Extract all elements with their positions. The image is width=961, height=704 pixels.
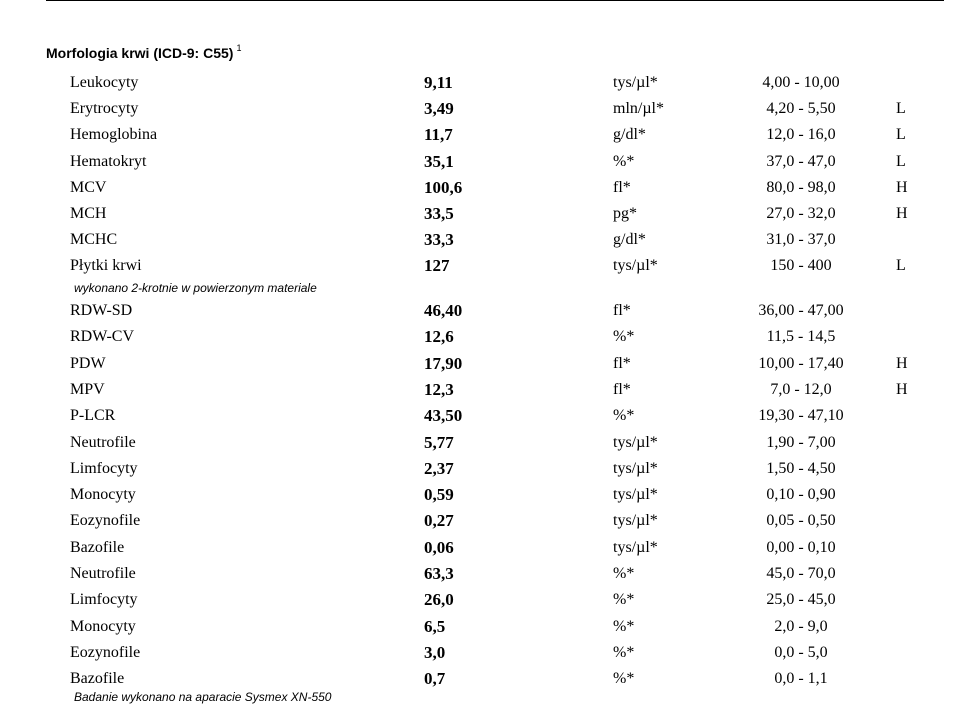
result-value: 33,5 (424, 204, 454, 223)
result-row (0, 614, 961, 640)
result-range: 0,0 - 1,1 (774, 670, 828, 688)
result-row (0, 535, 961, 561)
result-range: 80,0 - 98,0 (766, 178, 836, 196)
result-name: Eozynofile (70, 512, 141, 530)
result-row (0, 640, 961, 666)
result-name: MPV (70, 380, 105, 398)
result-row (0, 430, 961, 456)
result-unit: tys/µl* (613, 538, 658, 556)
result-name: Eozynofile (70, 643, 141, 661)
result-row (0, 403, 961, 429)
result-unit: tys/µl* (613, 74, 658, 91)
result-row (0, 298, 961, 324)
result-flag: H (896, 354, 908, 372)
result-value: 35,1 (424, 151, 454, 171)
result-name: Monocyty (70, 617, 136, 635)
result-unit: %* (613, 152, 635, 170)
result-name: Płytki krwi (70, 257, 142, 275)
result-name: RDW-CV (70, 328, 134, 346)
result-value: 43,50 (424, 406, 463, 426)
result-row (0, 587, 961, 613)
result-value: 3,49 (424, 99, 454, 119)
result-flag: L (896, 100, 906, 118)
result-range: 4,00 - 10,00 (762, 74, 840, 91)
result-value: 33,3 (424, 230, 454, 250)
result-range: 27,0 - 32,0 (766, 205, 836, 222)
result-value: 127 (424, 256, 450, 276)
result-name: Monocyty (70, 486, 136, 504)
result-flag: L (896, 257, 906, 275)
result-name: P-LCR (70, 407, 116, 425)
result-range: 37,0 - 47,0 (766, 152, 836, 170)
result-name: Neutrofile (70, 565, 136, 582)
result-name: PDW (70, 354, 106, 372)
result-range: 7,0 - 12,0 (770, 380, 832, 398)
result-row (0, 508, 961, 534)
result-unit: %* (613, 328, 635, 346)
result-row (0, 149, 961, 175)
result-flag: H (896, 205, 908, 222)
result-name: Hemoglobina (70, 126, 158, 144)
result-value: 11,7 (424, 125, 453, 145)
result-name: MCHC (70, 231, 118, 249)
result-name: Leukocyty (70, 74, 139, 91)
result-unit: tys/µl* (613, 512, 658, 530)
footnote-mark: 1 (236, 43, 242, 53)
result-unit: g/dl* (613, 231, 646, 249)
result-unit: %* (613, 670, 635, 688)
result-unit: fl* (613, 178, 631, 196)
result-unit: %* (613, 591, 635, 609)
result-row (0, 175, 961, 201)
result-value: 0,27 (424, 511, 454, 531)
section-title (46, 43, 241, 61)
result-range: 11,5 - 14,5 (766, 328, 836, 346)
result-unit: tys/µl* (613, 257, 658, 275)
result-value: 2,37 (424, 458, 454, 478)
result-name: MCV (70, 178, 107, 196)
result-row (0, 561, 961, 587)
result-row (0, 456, 961, 482)
result-range: 0,00 - 0,10 (766, 538, 836, 556)
result-row (0, 70, 961, 96)
result-range: 1,50 - 4,50 (766, 459, 836, 477)
result-row (0, 666, 961, 692)
result-value: 100,6 (424, 177, 463, 197)
result-name: Bazofile (70, 538, 125, 556)
result-range: 150 - 400 (770, 257, 832, 275)
result-unit: %* (613, 565, 635, 582)
result-row (0, 482, 961, 508)
result-range: 2,0 - 9,0 (774, 617, 828, 635)
result-value: 63,3 (424, 564, 454, 583)
result-row (0, 377, 961, 403)
result-name: Neutrofile (70, 433, 136, 451)
result-range: 19,30 - 47,10 (758, 407, 844, 425)
section-title-text: Morfologia krwi (ICD-9: C55) (46, 45, 234, 61)
result-range: 0,0 - 5,0 (774, 643, 828, 661)
analyzer-note: Badanie wykonano na aparacie Sysmex XN-550 (74, 690, 332, 704)
result-row (0, 96, 961, 122)
result-row (0, 324, 961, 350)
platelets-note: wykonano 2-krotnie w powierzonym materiale (74, 281, 317, 295)
result-value: 46,40 (424, 301, 463, 320)
result-range: 36,00 - 47,00 (758, 302, 844, 319)
result-row (0, 201, 961, 227)
result-name: Limfocyty (70, 459, 138, 477)
result-flag: H (896, 178, 908, 196)
result-range: 0,05 - 0,50 (766, 512, 836, 530)
result-value: 0,59 (424, 485, 454, 505)
result-flag: L (896, 152, 906, 170)
result-name: Bazofile (70, 670, 125, 688)
result-range: 10,00 - 17,40 (758, 354, 844, 372)
result-unit: tys/µl* (613, 486, 658, 504)
result-row (0, 253, 961, 279)
result-name: Limfocyty (70, 591, 138, 609)
result-unit: tys/µl* (613, 433, 658, 451)
result-value: 12,3 (424, 379, 454, 399)
result-flag: L (896, 126, 906, 144)
result-range: 31,0 - 37,0 (766, 231, 836, 249)
result-value: 17,90 (424, 353, 463, 373)
result-unit: fl* (613, 380, 631, 398)
result-name: Hematokryt (70, 152, 147, 170)
result-name: RDW-SD (70, 302, 133, 319)
result-unit: %* (613, 617, 635, 635)
result-value: 9,11 (424, 73, 453, 92)
result-value: 12,6 (424, 327, 454, 347)
result-unit: fl* (613, 354, 631, 372)
result-unit: %* (613, 407, 635, 425)
top-divider (46, 0, 944, 1)
result-flag: H (896, 380, 908, 398)
result-row (0, 351, 961, 377)
result-value: 0,06 (424, 537, 454, 557)
result-unit: fl* (613, 302, 631, 319)
result-value: 26,0 (424, 590, 454, 610)
result-unit: mln/µl* (613, 100, 664, 118)
result-range: 45,0 - 70,0 (766, 565, 836, 582)
result-value: 3,0 (424, 642, 446, 662)
result-unit: pg* (613, 205, 637, 222)
result-name: Erytrocyty (70, 100, 139, 118)
result-value: 5,77 (424, 432, 454, 452)
result-value: 0,7 (424, 669, 446, 689)
result-name: MCH (70, 205, 107, 222)
result-unit: tys/µl* (613, 459, 658, 477)
result-range: 25,0 - 45,0 (766, 591, 836, 609)
result-range: 1,90 - 7,00 (766, 433, 836, 451)
result-unit: g/dl* (613, 126, 646, 144)
result-value: 6,5 (424, 616, 446, 636)
result-unit: %* (613, 643, 635, 661)
result-row (0, 227, 961, 253)
result-range: 0,10 - 0,90 (766, 486, 836, 504)
result-range: 12,0 - 16,0 (766, 126, 836, 144)
result-range: 4,20 - 5,50 (766, 100, 836, 118)
result-row (0, 122, 961, 148)
